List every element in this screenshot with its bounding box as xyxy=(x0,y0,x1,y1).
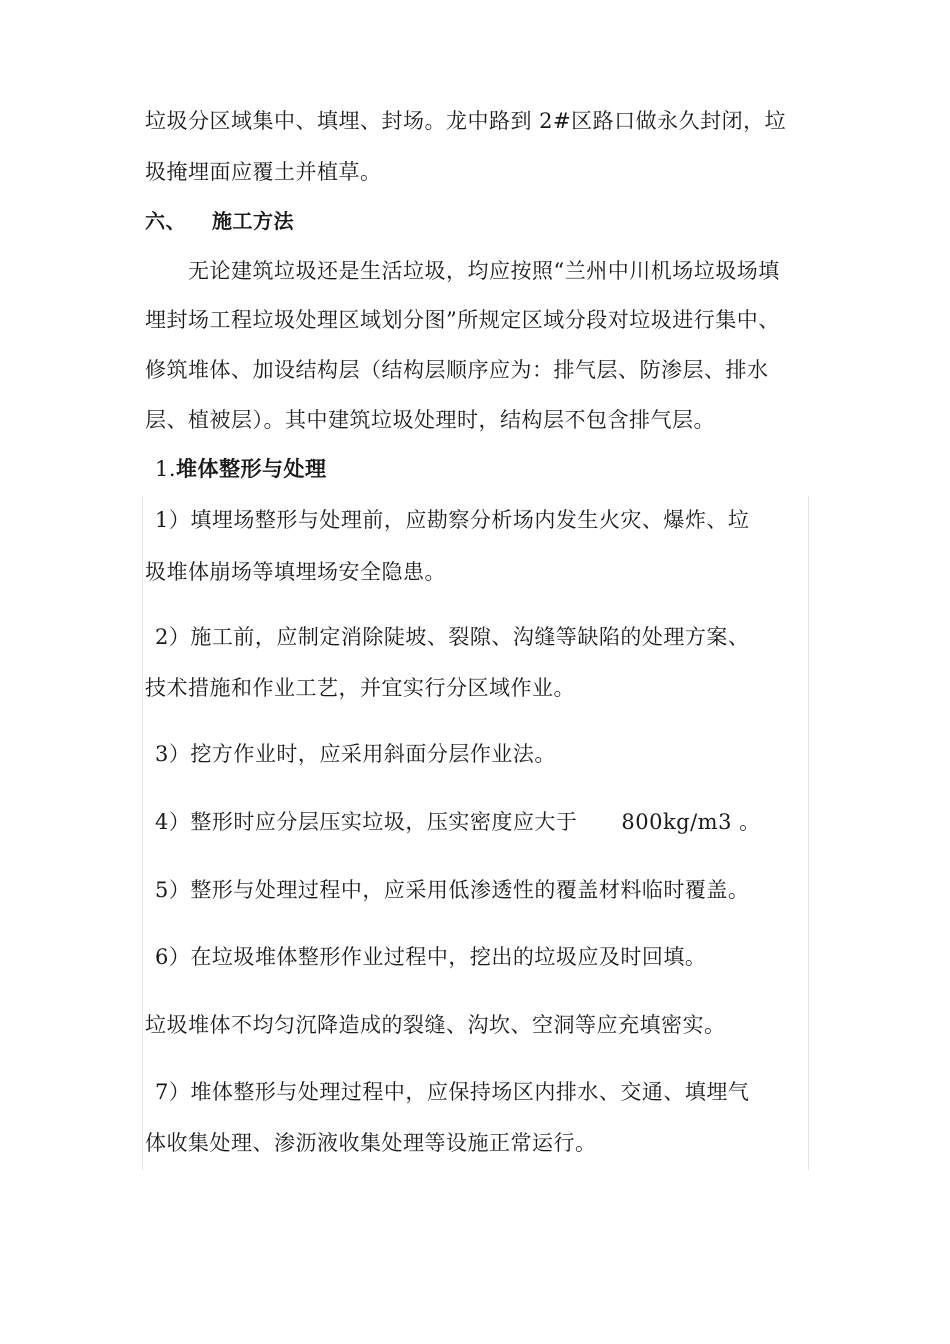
method-line-1: 无论建筑垃圾还是生活垃圾，均应按照“兰州中川机场垃圾场填 xyxy=(188,259,780,283)
section-number: 六、 xyxy=(145,209,186,233)
section-heading xyxy=(145,206,294,236)
item-1-line-1: 1）填埋场整形与处理前，应勘察分析场内发生火灾、爆炸、垃 xyxy=(155,508,750,532)
subsection-heading xyxy=(155,454,327,484)
method-line-2: 埋封场工程垃圾处理区域划分图”所规定区域分段对垃圾进行集中、 xyxy=(145,308,780,332)
item-7-line-1: 7）堆体整形与处理过程中，应保持场区内排水、交通、填埋气 xyxy=(155,1080,750,1104)
item-4 xyxy=(155,807,761,837)
item-6-line-1: 6）在垃圾堆体整形作业过程中，挖出的垃圾应及时回填。 xyxy=(155,945,707,969)
item-4-value: 800kg/m3 。 xyxy=(621,810,761,834)
item-2-line-2: 技术措施和作业工艺，并宜实行分区域作业。 xyxy=(145,676,575,700)
method-line-4: 层、植被层）。其中建筑垃圾处理时，结构层不包含排气层。 xyxy=(145,408,715,432)
intro-line-2: 圾掩埋面应覆土并植草。 xyxy=(145,160,382,184)
item-2-line-1: 2）施工前，应制定消除陡坡、裂隙、沟缝等缺陷的处理方案、 xyxy=(155,625,750,649)
content-frame-left-border xyxy=(142,496,143,1170)
method-line-3: 修筑堆体、加设结构层（结构层顺序应为：排气层、防渗层、排水 xyxy=(145,358,769,382)
subsection-number: 1. xyxy=(155,457,177,481)
subsection-title: 堆体整形与处理 xyxy=(176,457,327,481)
item-7-line-2: 体收集处理、渗沥液收集处理等设施正常运行。 xyxy=(145,1131,597,1155)
item-1-line-2: 圾堆体崩场等填埋场安全隐患。 xyxy=(145,560,446,584)
content-frame-right-border xyxy=(808,496,809,1170)
item-6-line-2: 垃圾堆体不均匀沉降造成的裂缝、沟坎、空洞等应充填密实。 xyxy=(145,1013,726,1037)
section-title: 施工方法 xyxy=(212,209,294,233)
item-4-text: 4）整形时应分层压实垃圾，压实密度应大于 xyxy=(155,810,578,834)
item-3: 3）挖方作业时，应采用斜面分层作业法。 xyxy=(155,742,556,766)
intro-line-1: 垃圾分区域集中、填埋、封场。龙中路到 2#区路口做永久封闭，垃 xyxy=(145,109,787,133)
item-5: 5）整形与处理过程中，应采用低渗透性的覆盖材料临时覆盖。 xyxy=(155,878,750,902)
